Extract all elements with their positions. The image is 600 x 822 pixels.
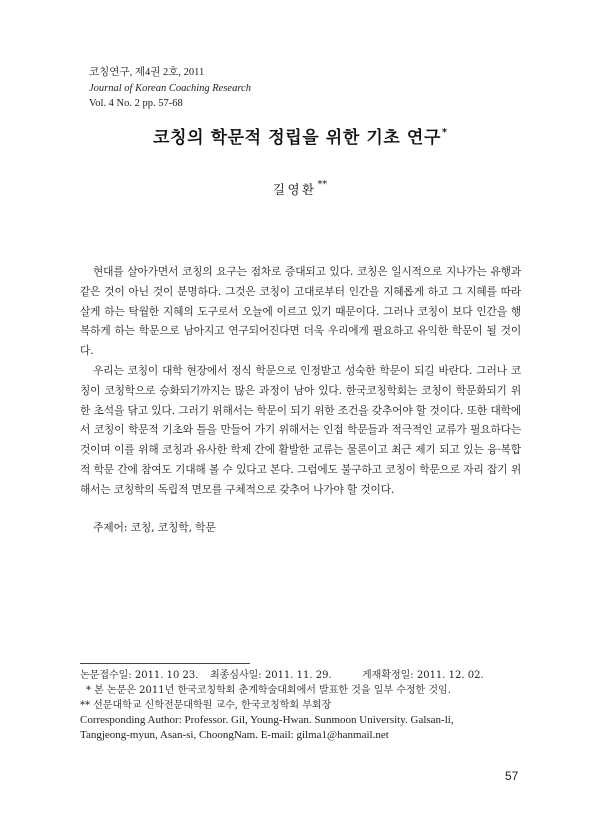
corresponding-author-line-2: Tangjeong-myun, Asan-si, ChoongNam. E-mail: gilma1@hanmail.net bbox=[80, 729, 389, 741]
paper-title bbox=[0, 127, 600, 149]
keywords-label: 주제어: bbox=[93, 520, 128, 534]
abstract-paragraph: 우리는 코칭이 대학 현장에서 정식 학문으로 인정받고 성숙한 학문이 되길 바란다. 그러나 코칭이 코칭학으로 승화되기까지는 많은 과정이 남아 있다. 한국코칭학회는 코칭이 학문화되기 위한 초석을 닦고 있다. 그러기 위해서는 학문이 되기 위한 조건을 갖추어야 할 것이다. 또한 대학에서 코칭이 학문적 기초와 틀을 만들어 가기 위해서는 인접 학문들과 적극적인 교류가 필요하다는 것이며 이를 위해 코칭과 유사한 학제 간에 활발한 교류는 물론이고 최근 제기 되고 있는 융·복합적 학문 간에 참여도 기대해 볼 수 있다고 본다. 그럼에도 불구하고 코칭이 학문으로 자리 잡기 위해서는 코칭학의 독립적 면모를 구체적으로 갖추어 나가야 할 것이다. bbox=[80, 363, 521, 496]
review-dates bbox=[80, 668, 520, 683]
abstract-paragraph: 현대를 살아가면서 코칭의 요구는 점차로 증대되고 있다. 코칭은 일시적으로 지나가는 유행과 같은 것이 아닌 것이 분명하다. 그것은 코칭이 고대로부터 인간을 지혜롭게 하고 그 지혜를 따라 살게 하는 탁월한 지혜의 도구로서 오늘에 이르고 있기 때문이다. 그러나 코칭이 보다 인간을 행복하게 하는 학문으로 남아지고 연구되어진다면 더욱 우리에게 필요하고 유익한 학문이 될 것이다. bbox=[80, 265, 521, 358]
page-number: 57 bbox=[505, 769, 519, 783]
keywords-value: 코칭, 코칭학, 학문 bbox=[130, 520, 216, 534]
author-name: 길영환 bbox=[272, 182, 317, 197]
footnote-author: ** 선문대학교 신학전문대학원 교수, 한국코칭학회 부회장 bbox=[80, 700, 332, 711]
footnotes bbox=[80, 668, 520, 743]
title-footnote-mark: * bbox=[441, 127, 447, 138]
journal-name-korean: 코칭연구, 제4권 2호, 2011 bbox=[89, 67, 205, 78]
keywords bbox=[80, 518, 521, 538]
accepted-date: 게재확정일: 2011. 12. 02. bbox=[362, 670, 484, 681]
paper-title-text: 코칭의 학문적 정립을 위한 기초 연구 bbox=[153, 128, 441, 148]
journal-name-english: Journal of Korean Coaching Research bbox=[89, 82, 251, 94]
reviewed-date: 최종심사일: 2011. 11. 29. bbox=[210, 670, 332, 681]
abstract bbox=[80, 262, 521, 537]
footnote-title: * 본 논문은 2011년 한국코칭학회 춘계학술대회에서 발표한 것을 일부 수정한 것임. bbox=[86, 685, 451, 696]
journal-volume: Vol. 4 No. 2 pp. 57-68 bbox=[89, 98, 183, 109]
journal-header bbox=[89, 65, 251, 112]
received-date: 논문접수일: 2011. 10 23. bbox=[80, 670, 199, 681]
paper-author bbox=[0, 181, 600, 199]
author-footnote-mark: ** bbox=[317, 179, 328, 190]
footnote-divider bbox=[80, 663, 250, 664]
corresponding-author-line-1: Corresponding Author: Professor. Gil, Young-Hwan. Sunmoon University. Galsan-li, bbox=[80, 714, 454, 726]
